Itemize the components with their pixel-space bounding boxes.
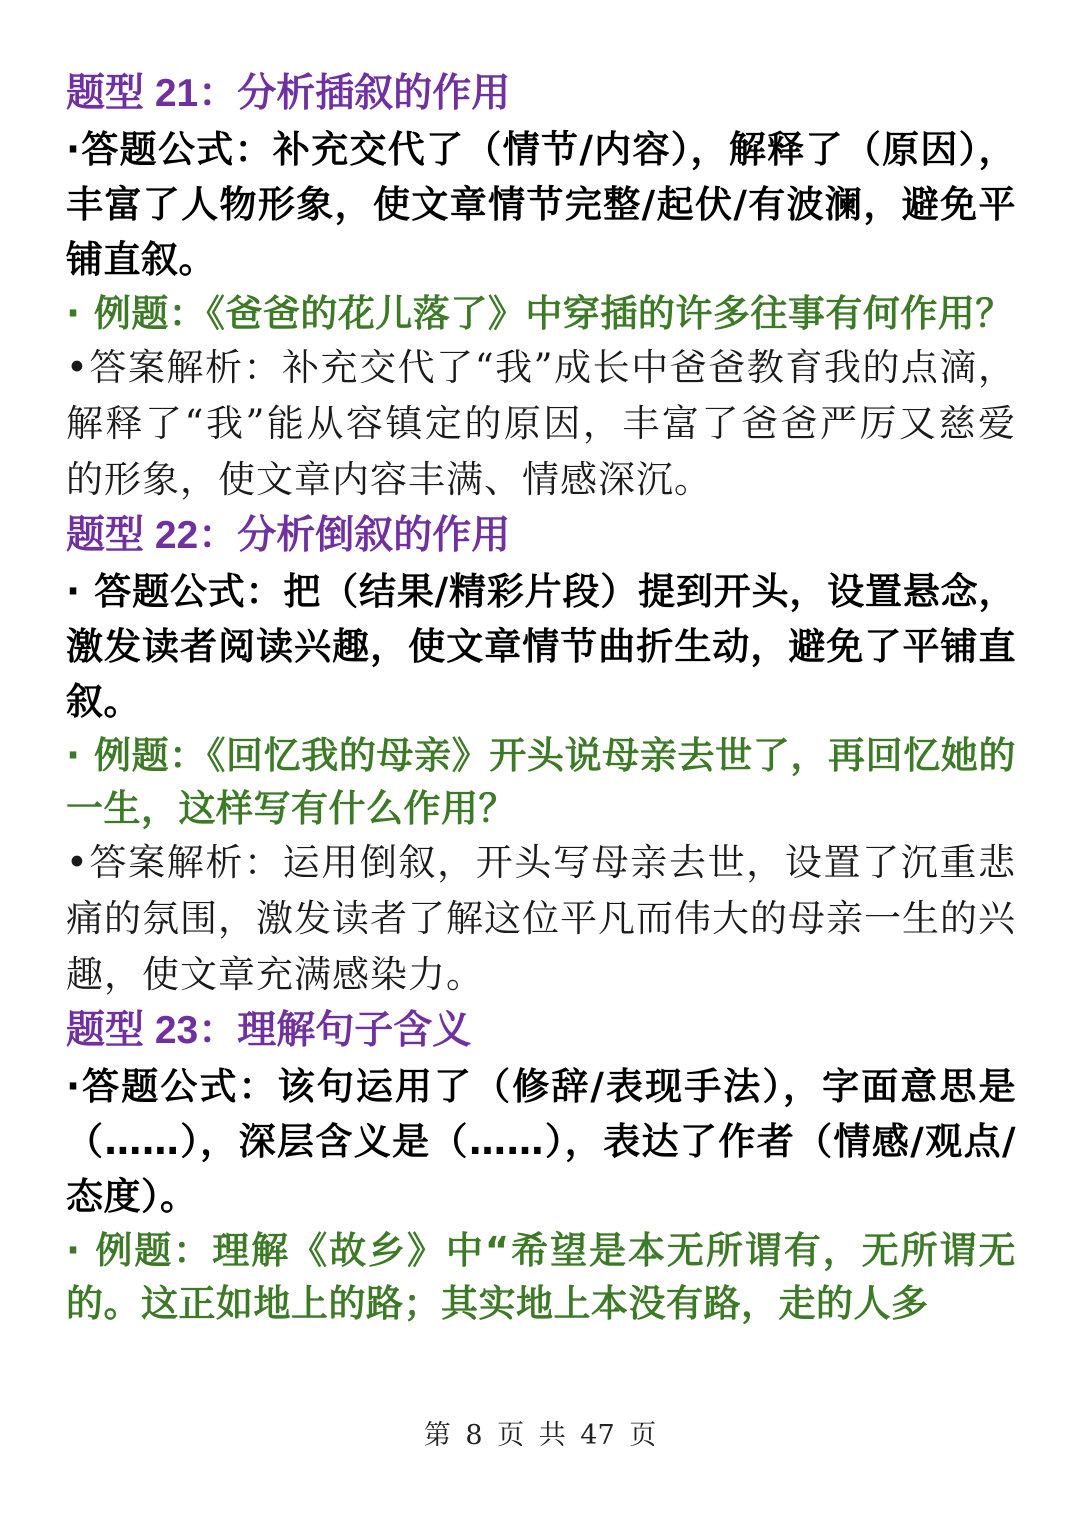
section-heading: 题型 21：分析插叙的作用	[66, 72, 511, 115]
section-heading: 题型 22：分析倒叙的作用	[66, 514, 511, 557]
example-question: · 例题：理解《故乡》中“希望是本无所谓有，无所谓无的。这正如地上的路；其实地上本没有路，走的人多	[66, 1229, 1016, 1325]
answer-formula: ·答题公式：补充交代了（情节/内容），解释了（原因），丰富了人物形象，使文章情节完整/起伏/有波澜，避免平铺直叙。	[66, 128, 1016, 281]
example-question: · 例题：《回忆我的母亲》开头说母亲去世了，再回忆她的一生，这样写有什么作用？	[66, 734, 1016, 830]
answer-analysis: •答案解析：运用倒叙，开头写母亲去世，设置了沉重悲痛的氛围，激发读者了解这位平凡而伟大的母亲一生的兴趣，使文章充满感染力。	[66, 841, 1016, 996]
section-22	[66, 508, 1016, 1003]
section-heading: 题型 23：理解句子含义	[66, 1009, 472, 1052]
answer-formula: · 答题公式：把（结果/精彩片段）提到开头，设置悬念，激发读者阅读兴趣，使文章情节曲折生动，避免了平铺直叙。	[66, 570, 1016, 723]
example-question: · 例题：《爸爸的花儿落了》中穿插的许多往事有何作用？	[66, 292, 1013, 335]
answer-analysis: •答案解析：补充交代了“我”成长中爸爸教育我的点滴，解释了“我”能从容镇定的原因，丰富了爸爸严厉又慈爱的形象，使文章内容丰满、情感深沉。	[66, 346, 1016, 501]
section-21	[66, 66, 1016, 508]
section-23	[66, 1003, 1016, 1330]
answer-formula: ·答题公式：该句运用了（修辞/表现手法），字面意思是（……），深层含义是（……），表达了作者（情感/观点/态度）。	[66, 1065, 1016, 1218]
page-number-footer: 第 8 页 共 47 页	[423, 1420, 657, 1451]
document-page	[66, 66, 1016, 1330]
